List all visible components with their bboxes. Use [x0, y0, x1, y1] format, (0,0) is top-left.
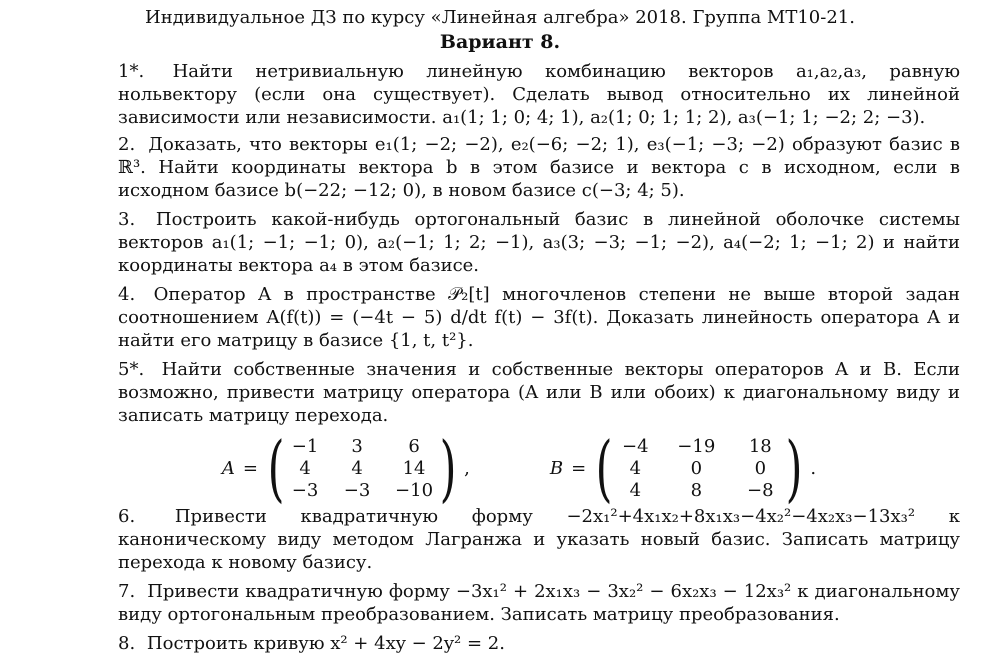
matrix-b-right-paren: )	[785, 426, 803, 510]
variant-heading: Вариант 8.	[439, 31, 561, 53]
problem-8-text: Построить кривую x² + 4xy − 2y² = 2.	[146, 633, 505, 654]
document-header	[40, 6, 960, 54]
problem-1	[118, 60, 960, 129]
matrix-a-right-paren: )	[439, 426, 457, 510]
problem-3-text: Построить какой-нибудь ортогональный базис в линейной оболочке системы векторов a₁(1; −1; −1; 0), a₂(−1; 1; 2; −1), a₃(3; −3; −1; −2), a₄(−2; 1; −1; 2) и найти координаты вектора a₄ в этом базисе.	[118, 209, 960, 276]
matrix-a-block	[221, 426, 550, 510]
problem-4	[118, 283, 960, 352]
matrix-cell: 8	[690, 479, 703, 501]
matrix-b-trail: .	[810, 457, 817, 479]
matrix-a-equals: =	[242, 457, 258, 479]
matrix-cell: 4	[629, 479, 642, 501]
matrix-cell: 0	[690, 457, 703, 479]
problem-1-number: 1*.	[118, 61, 145, 82]
matrix-cell: −19	[677, 435, 716, 457]
matrix-a-trail: ,	[464, 457, 470, 479]
matrix-b-block	[549, 426, 817, 510]
problem-4-number: 4.	[118, 284, 136, 305]
matrix-cell: 18	[748, 435, 772, 457]
matrix-cell: 14	[402, 457, 426, 479]
matrix-cell: −4	[622, 435, 649, 457]
matrix-cell: 4	[351, 457, 363, 479]
matrix-cell: 0	[754, 457, 767, 479]
problem-7-number: 7.	[118, 581, 136, 602]
matrix-cell: 3	[351, 435, 363, 457]
matrix-a-name: A	[221, 457, 235, 479]
problem-2-text: Доказать, что векторы e₁(1; −2; −2), e₂(−6; −2; 1), e₃(−1; −3; −2) образуют базис в ℝ³. Найти координаты вектора b в этом базисе и вектора c в исходном, если в исходном базисе b(−22; −12; 0), в новом базисе c(−3; 4; 5).	[118, 134, 960, 201]
matrix-cell: 4	[299, 457, 311, 479]
matrix-cell: −3	[343, 479, 371, 501]
matrix-b-name: B	[549, 457, 564, 479]
problem-3-number: 3.	[118, 209, 136, 230]
problem-5-text: Найти собственные значения и собственные векторы операторов A и B. Если возможно, привести матрицу оператора (A или B или обоих) к диагональному виду и записать матрицу перехода.	[118, 359, 960, 426]
problem-3	[118, 208, 960, 277]
matrix-b-equals: =	[571, 457, 587, 479]
matrix-a	[290, 435, 434, 501]
problem-2	[118, 133, 960, 202]
matrix-cell: −10	[395, 479, 434, 501]
problem-6-text: Привести квадратичную форму −2x₁²+4x₁x₂+8x₁x₃−4x₂²−4x₂x₃−13x₃² к каноническому виду методом Лагранжа и указать новый базис. Записать матрицу перехода к новому базису.	[118, 506, 960, 573]
matrix-cell: 6	[408, 435, 420, 457]
problem-5-number: 5*.	[118, 359, 145, 380]
problem-7-text: Привести квадратичную форму −3x₁² + 2x₁x₃ − 3x₂² − 6x₂x₃ − 12x₃² к диагональному виду ортогональным преобразованием. Записать матрицу преобразования.	[118, 581, 960, 625]
document-title: Индивидуальное ДЗ по курсу «Линейная алгебра» 2018. Группа МТ10-21.	[145, 7, 855, 28]
matrices-display	[78, 426, 960, 510]
matrix-cell: −8	[747, 479, 774, 501]
problem-5	[118, 358, 960, 427]
matrix-cell: 4	[629, 457, 642, 479]
matrix-a-left-paren: (	[267, 426, 285, 510]
matrix-b-left-paren: (	[595, 426, 613, 510]
problem-8-number: 8.	[118, 633, 136, 654]
problem-1-text: Найти нетривиальную линейную комбинацию векторов a₁,a₂,a₃, равную нольвектору (если она существует). Сделать вывод относительно их линейной зависимости или независимости. a₁(1; 1; 0; 4; 1), a₂(1; 0; 1; 1; 2), a₃(−1; 1; −2; 2; −3).	[118, 61, 960, 128]
problem-6-number: 6.	[118, 506, 136, 527]
matrix-cell: −1	[291, 435, 319, 457]
problem-7	[118, 580, 960, 626]
problem-2-number: 2.	[118, 134, 136, 155]
problem-6	[118, 505, 960, 574]
problem-4-text: Оператор A в пространстве 𝒫₂[t] многочленов степени не выше второй задан соотношением A(f(t)) = (−4t − 5) d/dt f(t) − 3f(t). Доказать линейность оператора A и найти его матрицу в базисе {1, t, t²}.	[118, 284, 960, 351]
matrix-cell: −3	[291, 479, 319, 501]
matrix-b	[618, 435, 780, 501]
